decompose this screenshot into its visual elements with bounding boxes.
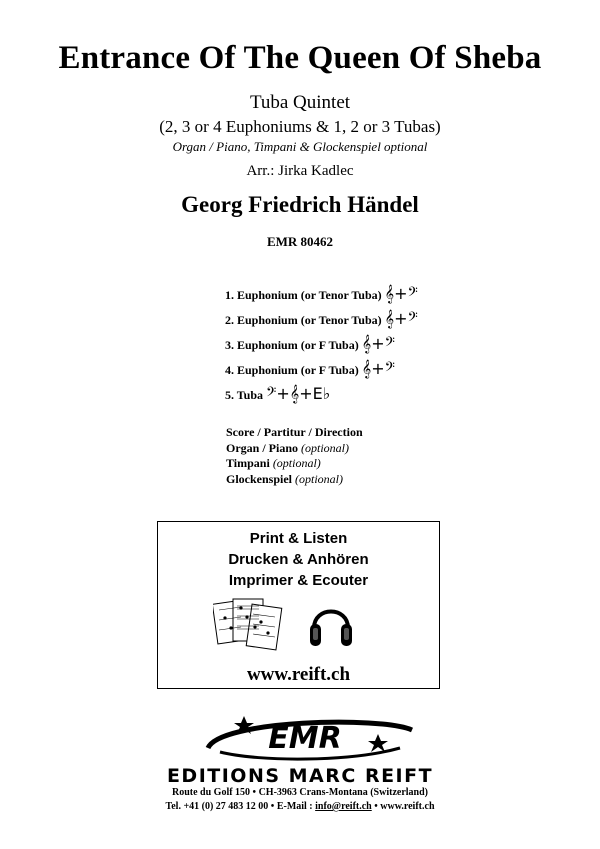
optional-note: Organ / Piano, Timpani & Glockenspiel optional — [172, 139, 428, 154]
extra-score: Score / Partitur / Direction — [226, 425, 363, 439]
composer: Georg Friedrich Händel — [181, 192, 419, 217]
part-item — [225, 284, 418, 309]
arranger: Arr.: Jirka Kadlec — [246, 163, 354, 179]
part-label: 3. Euphonium (or F Tuba) — [225, 338, 359, 352]
promo-line-imprimer: Imprimer & Ecouter — [228, 572, 369, 589]
part-item — [225, 334, 418, 359]
headphones-icon — [308, 596, 354, 652]
publisher-contact: Tel. +41 (0) 27 483 12 00 • E-Mail : info@reift.ch • www.reift.ch — [165, 801, 435, 812]
clef-icon: 𝄞+𝄢 — [384, 309, 418, 328]
promo-url-link[interactable]: www.reift.ch — [246, 664, 351, 685]
email-link[interactable]: info@reift.ch — [315, 801, 372, 812]
part-item — [225, 309, 418, 334]
extra-timpani: Timpani (optional) — [226, 456, 321, 470]
publisher-brand: EDITIONS MARC REIFT — [166, 765, 434, 787]
page-title: Entrance Of The Queen Of Sheba — [58, 40, 542, 76]
print-listen-box[interactable] — [157, 521, 440, 689]
part-item — [225, 384, 418, 409]
clef-icon: 𝄞+𝄢 — [361, 334, 395, 353]
promo-line-drucken: Drucken & Anhören — [228, 551, 369, 568]
publisher-address: Route du Golf 150 • CH-3963 Crans-Montana (Switzerland) — [172, 787, 428, 798]
clef-icon: 𝄞+𝄢 — [361, 359, 395, 378]
part-label: 2. Euphonium (or Tenor Tuba) — [225, 313, 382, 327]
emr-logo-text: EMR — [268, 721, 342, 756]
part-label: 4. Euphonium (or F Tuba) — [225, 363, 359, 377]
parts-list — [225, 284, 418, 409]
promo-line-print-listen: Print & Listen — [249, 530, 348, 547]
clef-icon: 𝄢+𝄞+E♭ — [266, 384, 331, 403]
music-sheets-icon — [213, 596, 283, 654]
part-item — [225, 359, 418, 384]
instrumentation: (2, 3 or 4 Euphoniums & 1, 2 or 3 Tubas) — [159, 117, 441, 136]
part-label: 5. Tuba — [225, 388, 264, 402]
clef-icon: 𝄞+𝄢 — [384, 284, 418, 303]
catalog-number: EMR 80462 — [266, 234, 334, 249]
part-label: 1. Euphonium (or Tenor Tuba) — [225, 288, 382, 302]
extra-glockenspiel: Glockenspiel (optional) — [226, 471, 344, 486]
extra-organ: Organ / Piano (optional) — [226, 440, 350, 455]
subtitle: Tuba Quintet — [249, 92, 351, 113]
extras-list — [226, 425, 363, 487]
